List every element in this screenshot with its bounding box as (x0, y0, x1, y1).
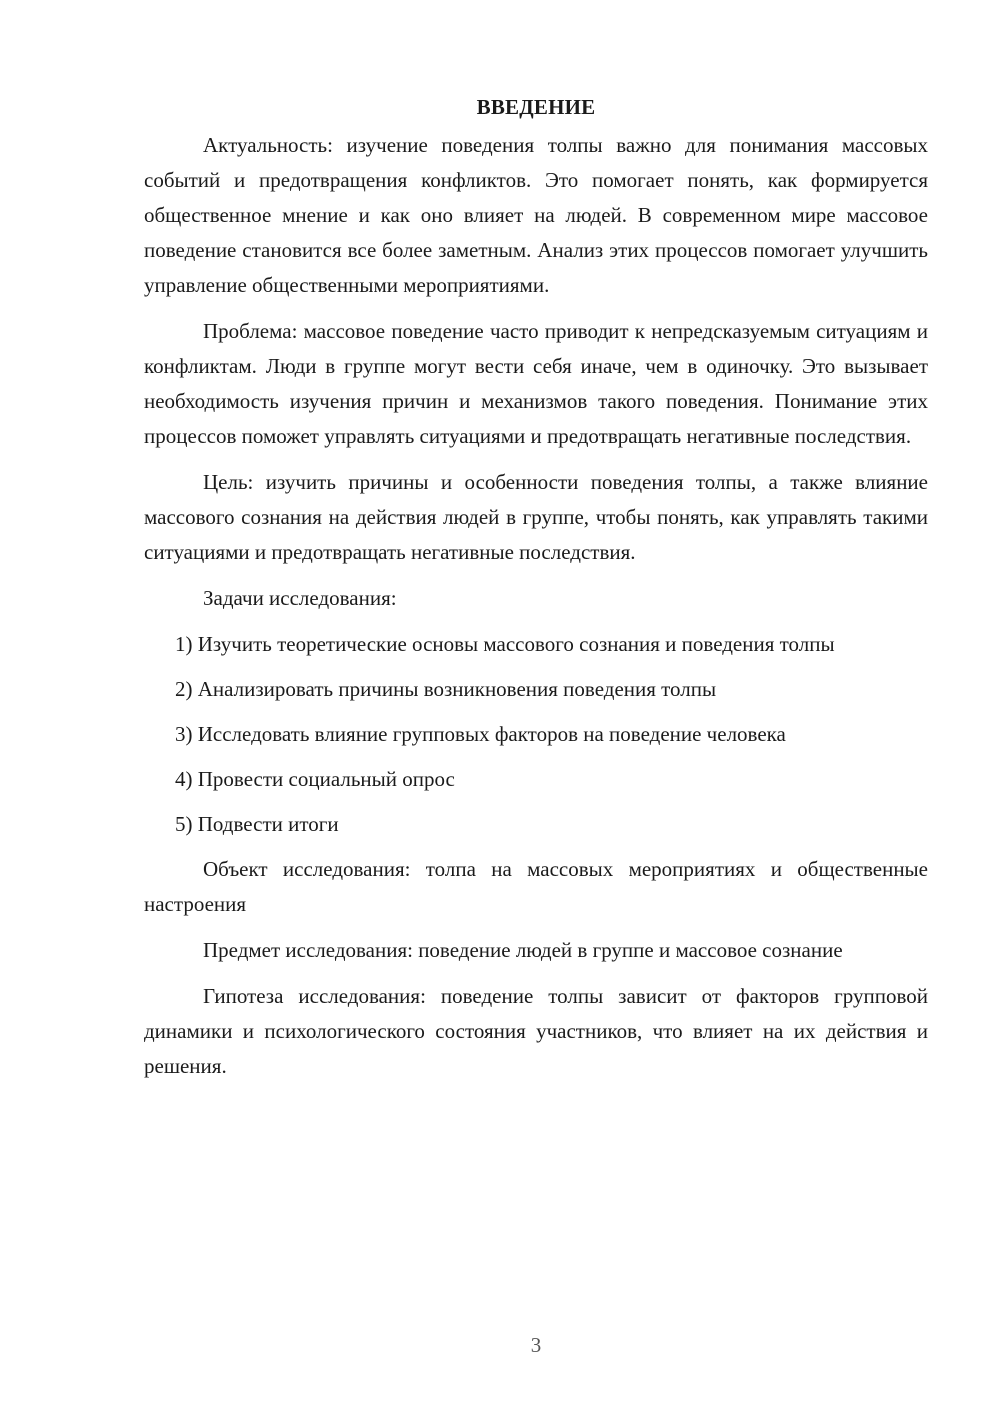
hypothesis-paragraph: Гипотеза исследования: поведение толпы зависит от факторов групповой динамики и психологического состояния участников, что влияет на их действия и решения. (144, 984, 928, 1078)
subject-paragraph: Предмет исследования: поведение людей в группе и массовое сознание (203, 938, 843, 962)
goal-paragraph: Цель: изучить причины и особенности поведения толпы, а также влияние массового сознания на действия людей в группе, чтобы понять, как управлять такими ситуациями и предотвращать негативные последствия. (144, 470, 928, 564)
relevance-paragraph: Актуальность: изучение поведения толпы важно для понимания массовых событий и предотвращения конфликтов. Это помогает понять, как формируется общественное мнение и как оно влияет на людей. В современном мире массовое поведение становится все более заметным. Анализ этих процессов помогает улучшить управление общественными мероприятиями. (144, 133, 928, 297)
task-item-5: 5) Подвести итоги (175, 812, 339, 836)
problem-paragraph: Проблема: массовое поведение часто приводит к непредсказуемым ситуациям и конфликтам. Люди в группе могут вести себя иначе, чем в одиночку. Это вызывает необходимость изучения причин и механизмов такого поведения. Понимание этих процессов поможет управлять ситуациями и предотвращать негативные последствия. (144, 319, 928, 448)
tasks-list (144, 627, 928, 842)
task-item-3: 3) Исследовать влияние групповых факторов на поведение человека (175, 722, 786, 746)
page-number: 3 (530, 1333, 542, 1357)
document-page (144, 90, 928, 1095)
task-item-4: 4) Провести социальный опрос (175, 767, 455, 791)
task-item-2: 2) Анализировать причины возникновения поведения толпы (175, 677, 717, 701)
object-paragraph: Объект исследования: толпа на массовых мероприятиях и общественные настроения (144, 857, 928, 916)
tasks-heading: Задачи исследования: (203, 586, 397, 610)
task-item-1: 1) Изучить теоретические основы массового сознания и поведения толпы (175, 632, 835, 656)
page-title: ВВЕДЕНИЕ (476, 95, 596, 119)
